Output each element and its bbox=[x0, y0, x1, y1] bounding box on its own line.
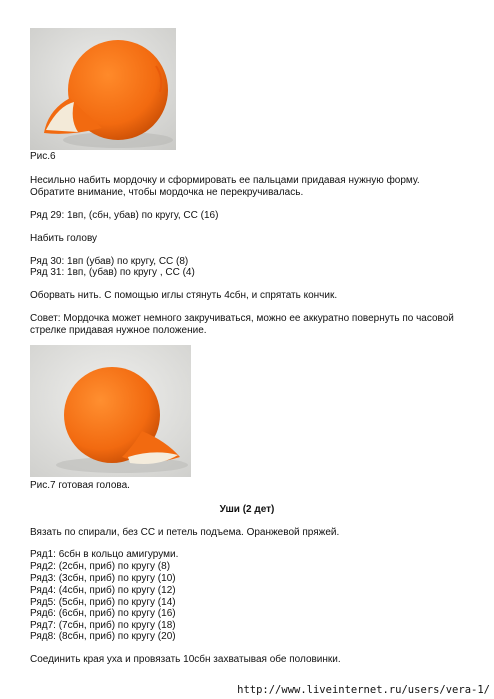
ears-heading: Уши (2 дет) bbox=[219, 504, 275, 515]
join-instruction: Соединить края уха и провязать 10сбн захватывая обе половинки. bbox=[30, 654, 341, 665]
row-30: Ряд 30: 1вп (убав) по кругу, СС (8) bbox=[30, 256, 189, 267]
photo-crochet-muzzle bbox=[30, 28, 176, 150]
break-thread-instruction: Оборвать нить. С помощью иглы стянуть 4сбн, и спрятать кончик. bbox=[30, 290, 338, 301]
ear-row: Ряд2: (2сбн, приб) по кругу (8) bbox=[30, 561, 171, 572]
ear-row: Ряд4: (4сбн, приб) по кругу (12) bbox=[30, 585, 176, 596]
photo1-caption: Рис.6 bbox=[30, 151, 56, 162]
photo2-caption: Рис.7 готовая голова. bbox=[30, 480, 130, 491]
row-31: Ряд 31: 1вп, (убав) по кругу , СС (4) bbox=[30, 267, 195, 278]
ear-row: Ряд7: (7сбн, приб) по кругу (18) bbox=[30, 620, 176, 631]
paragraph-line: Несильно набить мордочку и сформировать ее пальцами придавая нужную форму. bbox=[30, 175, 420, 186]
photo-finished-head bbox=[30, 345, 191, 477]
ear-row: Ряд6: (6сбн, приб) по кругу (16) bbox=[30, 608, 176, 619]
tip-line: Совет: Мордочка может немного закручиваться, можно ее аккуратно повернуть по часовой bbox=[30, 313, 454, 324]
ear-row: Ряд5: (5сбн, приб) по кругу (14) bbox=[30, 597, 176, 608]
ear-row: Ряд1: 6сбн в кольцо амигуруми. bbox=[30, 549, 179, 560]
row-29: Ряд 29: 1вп, (сбн, убав) по кругу, СС (16) bbox=[30, 210, 219, 221]
ears-intro: Вязать по спирали, без СС и петель подъема. Оранжевой пряжей. bbox=[30, 527, 340, 538]
ear-row: Ряд8: (8сбн, приб) по кругу (20) bbox=[30, 631, 176, 642]
paragraph-line: Обратите внимание, чтобы мордочка не перекручивалась. bbox=[30, 187, 304, 198]
tip-line: стрелке придавая нужное положение. bbox=[30, 325, 207, 336]
footer-url[interactable]: http://www.liveinternet.ru/users/vera-1/ bbox=[237, 684, 490, 696]
stuff-head-instruction: Набить голову bbox=[30, 233, 98, 244]
ear-row: Ряд3: (3сбн, приб) по кругу (10) bbox=[30, 573, 176, 584]
